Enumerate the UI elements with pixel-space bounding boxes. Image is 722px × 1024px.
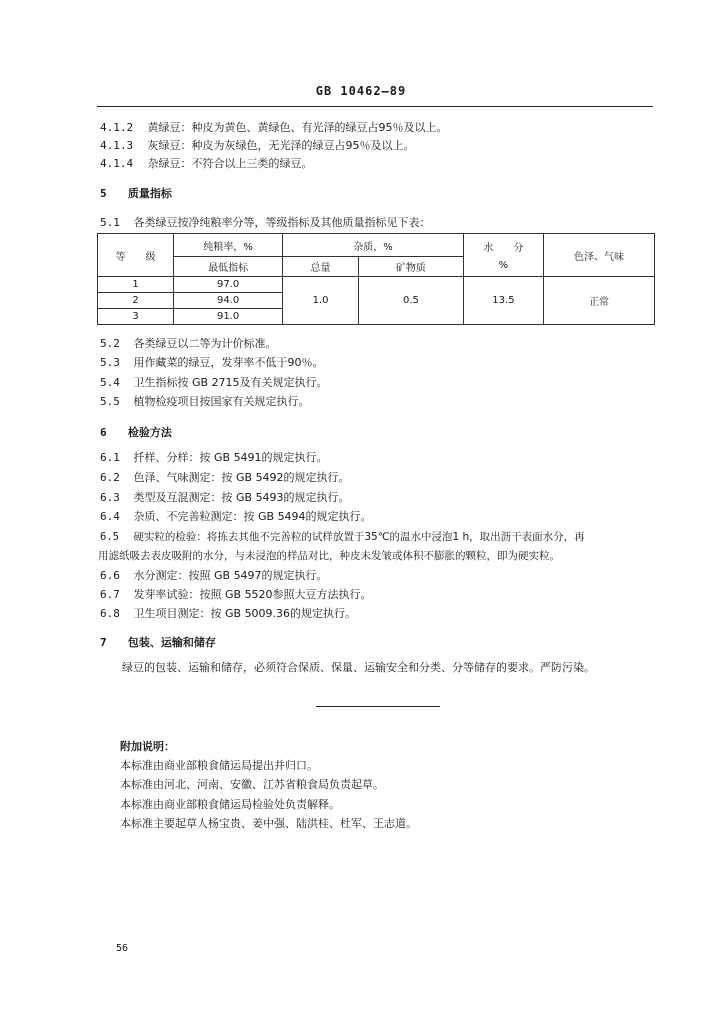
clause-5-5 [100, 395, 310, 409]
clause-number: 5.4 [100, 376, 120, 389]
section-number: 7 [100, 636, 107, 649]
clause-5-4 [100, 376, 328, 390]
clause-text: 用作藏菜的绿豆，发芽率不低于90％。 [133, 356, 324, 369]
clause-5-2 [100, 337, 277, 351]
section-title: 包装、运输和储存 [127, 636, 216, 649]
section-7-text: 绿豆的包装、运输和储存，必须符合保质、保量、运输安全和分类、分等储存的要求。严防污染。 [122, 661, 595, 674]
header-impurity: 杂质，% [283, 234, 464, 257]
grade-cell: 2 [98, 293, 174, 309]
clause-6-3 [100, 491, 350, 505]
quality-table [97, 233, 655, 325]
clause-text: 扦样、分样：按 GB 5491的规定执行。 [133, 451, 328, 464]
appendix-line: 本标准由河北、河南、安徽、江苏省粮食局负责起草。 [120, 778, 384, 791]
header-color-odor: 色泽、气味 [543, 234, 654, 277]
header-total: 总量 [283, 257, 359, 277]
clause-number: 5.1 [100, 216, 120, 229]
clause-text: 色泽、气味测定：按 GB 5492的规定执行。 [133, 471, 350, 484]
section-title: 检验方法 [127, 426, 172, 439]
clause-text: 卫生项目测定：按 GB 5009.36的规定执行。 [133, 607, 357, 620]
clause-number: 5.3 [100, 356, 120, 369]
clause-text: 用滤纸吸去表皮吸附的水分，与未浸泡的样品对比，种皮未发皱或体积不膨胀的颗粒，即为硬实粒。 [98, 550, 560, 562]
appendix-line: 本标准由商业部粮食储运局提出并归口。 [120, 759, 318, 772]
clause-text: 发芽率试验：按照 GB 5520参照大豆方法执行。 [133, 588, 372, 601]
clause-text: 各类绿豆以二等为计价标准。 [133, 337, 277, 350]
clause-number: 6.4 [100, 510, 120, 523]
end-rule [316, 706, 440, 707]
clause-text: 植物检疫项目按国家有关规定执行。 [133, 395, 310, 408]
clause-6-2 [100, 471, 350, 485]
clause-text: 杂绿豆：不符合以上三类的绿豆。 [147, 157, 313, 170]
clause-6-4 [100, 510, 372, 524]
clause-text: 各类绿豆按净纯粮率分等，等级指标及其他质量指标见下表： [133, 216, 431, 229]
clause-6-7 [100, 588, 372, 602]
clause-number: 4.1.4 [100, 157, 134, 170]
clause-6-1 [100, 451, 328, 465]
moisture-unit: % [498, 260, 509, 271]
clause-6-5 [100, 530, 585, 544]
moisture-label: 水 分 [483, 243, 524, 254]
clause-number: 6.1 [100, 451, 120, 464]
section-number: 5 [100, 187, 107, 200]
appendix-line: 本标准由商业部粮食储运局检验处负责解释。 [120, 798, 340, 811]
section-title: 质量指标 [127, 187, 172, 200]
clause-4-1-2 [100, 121, 448, 135]
header-moisture [463, 234, 543, 277]
clause-text: 水分测定：按照 GB 5497的规定执行。 [133, 569, 328, 582]
grade-cell: 3 [98, 309, 174, 325]
clause-number: 4.1.3 [100, 139, 134, 152]
clause-text: 黄绿豆：种皮为黄色、黄绿色、有光泽的绿豆占95％及以上。 [147, 121, 448, 134]
section-number: 6 [100, 426, 107, 439]
purity-cell: 94.0 [174, 293, 283, 309]
mineral-cell: 0.5 [358, 277, 463, 325]
header-rule [97, 106, 653, 107]
appendix-line: 本标准主要起草人杨宝贵、姜中强、陆洪桂、杜军、王志道。 [120, 817, 417, 830]
page-number: 56 [116, 943, 129, 954]
clause-number: 6.6 [100, 569, 120, 582]
section-7-heading [100, 636, 216, 650]
clause-4-1-4 [100, 157, 313, 171]
section-6-heading [100, 426, 172, 440]
header-grade: 等 级 [98, 234, 174, 277]
purity-cell: 97.0 [174, 277, 283, 293]
clause-5-1 [100, 216, 431, 230]
header-mineral: 矿物质 [358, 257, 463, 277]
clause-6-8 [100, 607, 356, 621]
standard-code: GB 10462—89 [315, 84, 407, 98]
clause-number: 6.7 [100, 588, 120, 601]
clause-text: 卫生指标按 GB 2715及有关规定执行。 [133, 376, 328, 389]
clause-number: 5.5 [100, 395, 120, 408]
clause-number: 5.2 [100, 337, 120, 350]
grade-cell: 1 [98, 277, 174, 293]
clause-text: 硬实粒的检验：将拣去其他不完善粒的试样放置于35℃的温水中浸泡1 h，取出沥干表面水分，再 [133, 531, 585, 543]
clause-number: 6.3 [100, 491, 120, 504]
table-row [98, 277, 655, 293]
clause-text: 类型及互混测定：按 GB 5493的规定执行。 [133, 491, 350, 504]
clause-text: 灰绿豆：种皮为灰绿色，无光泽的绿豆占95％及以上。 [147, 139, 415, 152]
header-purity-min: 最低指标 [174, 257, 283, 277]
clause-4-1-3 [100, 139, 415, 153]
header-purity: 纯粮率，% [174, 234, 283, 257]
clause-text: 杂质、不完善粒测定：按 GB 5494的规定执行。 [133, 510, 372, 523]
clause-number: 6.5 [100, 531, 119, 543]
clause-number: 4.1.2 [100, 121, 134, 134]
moisture-cell: 13.5 [463, 277, 543, 325]
purity-cell: 91.0 [174, 309, 283, 325]
total-cell: 1.0 [283, 277, 359, 325]
clause-5-3 [100, 356, 324, 370]
section-5-heading [100, 187, 172, 201]
appendix-title: 附加说明： [120, 740, 175, 753]
color-cell: 正常 [543, 277, 654, 325]
clause-6-6 [100, 569, 328, 583]
clause-number: 6.8 [100, 607, 120, 620]
clause-6-5-continued [98, 549, 560, 563]
clause-number: 6.2 [100, 471, 120, 484]
